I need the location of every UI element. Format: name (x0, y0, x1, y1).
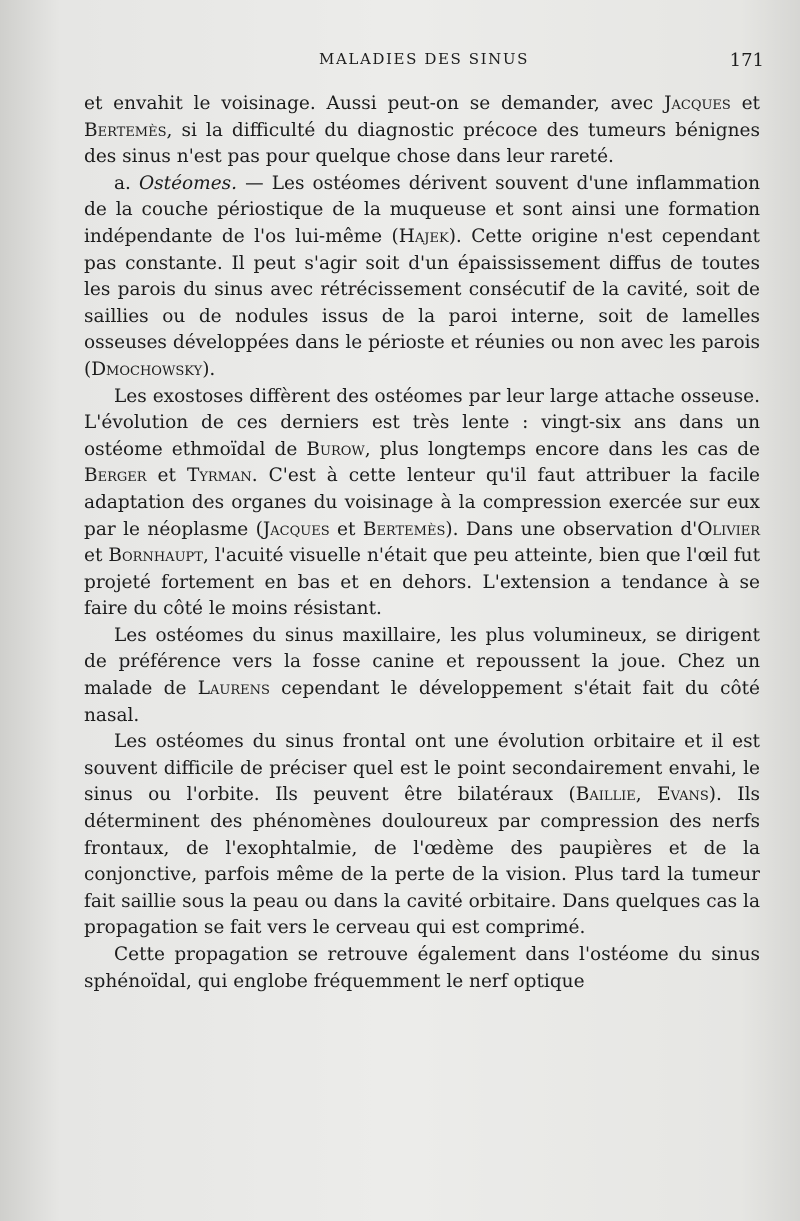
text-run: cependant le développement s'était fait du côté nasal. (84, 678, 760, 726)
author-name: Dmochowsky (91, 358, 203, 380)
author-name: Bertemès (362, 518, 446, 540)
text-run: ). Ils déterminent des phénomènes douloureux par compression des nerfs frontaux, de l'exophtalmie, de l'œdème des paupières et de la conjonctive, parfois même de la perte de la vision. Plus tard la tumeur fait saillie sous la peau ou dans la cavité orbitaire. Dans quelques cas la propagation se fait vers le cerveau qui est comprimé. (84, 784, 761, 939)
page-number: 171 (729, 50, 764, 71)
author-name: Bornhaupt (108, 545, 203, 567)
text-run: et envahit le voisinage. Aussi peut-on se demander, avec (84, 93, 665, 114)
text-run: et (730, 93, 760, 114)
text-run: ). Dans une observation d' (445, 518, 698, 540)
author-name: Evans (657, 784, 709, 806)
author-name: Berger (84, 465, 147, 487)
text-run: Les ostéomes du sinus maxillaire, les plus volumineux, se dirigent de préférence vers la fosse canine et repoussent la joue. Chez un malade de (84, 624, 760, 700)
author-name: Bertemès (84, 119, 167, 141)
author-name: Olivier (697, 518, 761, 540)
author-name: Jacques (262, 518, 330, 540)
page-header (84, 48, 764, 78)
paragraph (84, 623, 760, 729)
text-run: et (329, 518, 363, 540)
running-title: MALADIES DES SINUS (319, 50, 529, 68)
author-name: Baillie (575, 784, 636, 806)
section-heading: Ostéomes. (139, 172, 238, 194)
text-run: Les exostoses diffèrent des ostéomes par leur large attache osseuse. L'évolution de ces derniers est très lente : vingt-six ans dans un ostéome ethmoïdal de (84, 385, 760, 460)
author-name: Burow (306, 438, 365, 460)
text-run: . C'est à cette lenteur qu'il faut attribuer la facile adaptation des organes du voisinage à la compression exercée sur eux par le néoplasme ( (84, 465, 760, 540)
body-text (84, 91, 760, 995)
author-name: Tyrman (186, 465, 252, 487)
text-run: et (146, 465, 187, 487)
text-run: , si la difficulté du diagnostic précoce des tumeurs bénignes des sinus n'est pas pour quelque chose dans leur rareté. (84, 119, 760, 168)
author-name: Hajek (398, 225, 449, 247)
text-run: Cette propagation se retrouve également dans l'ostéome du sinus sphénoïdal, qui englobe fréquemment le nerf optique (84, 944, 760, 992)
text-run: et (84, 545, 109, 567)
text-run: a. (114, 172, 139, 194)
text-run: Les ostéomes du sinus frontal ont une évolution orbitaire et il est souvent difficile de préciser quel est le point secondairement envahi, le sinus ou l'orbite. Ils peuvent être bilatéraux ( (84, 731, 760, 806)
text-run: ). (202, 358, 216, 380)
paragraph (84, 171, 760, 384)
paragraph (84, 91, 760, 171)
author-name: Jacques (664, 93, 731, 114)
paragraph (84, 942, 760, 995)
paragraph (84, 729, 760, 942)
text-run: , (635, 784, 658, 806)
text-run: ). Cette origine n'est cependant pas constante. Il peut s'agir soit d'un épaississement diffus de toutes les parois du sinus avec rétrécissement consécutif de la cavité, soit de saillies ou de nodules issus de la paroi interne, soit de lamelles osseuses développées dans le périoste et réunies ou non avec les parois ( (84, 225, 760, 380)
text-run: , l'acuité visuelle n'était que peu atteinte, bien que l'œil fut projeté fortement en bas et en dehors. L'extension a tendance à se faire du côté le moins résistant. (84, 545, 760, 620)
paragraph (84, 384, 760, 623)
author-name: Laurens (197, 678, 270, 700)
text-run: — Les ostéomes dérivent souvent d'une inflammation de la couche périostique de la muqueuse et sont ainsi une formation indépendante de l'os lui-même ( (84, 172, 760, 247)
text-run: , plus longtemps encore dans les cas de (364, 438, 760, 460)
